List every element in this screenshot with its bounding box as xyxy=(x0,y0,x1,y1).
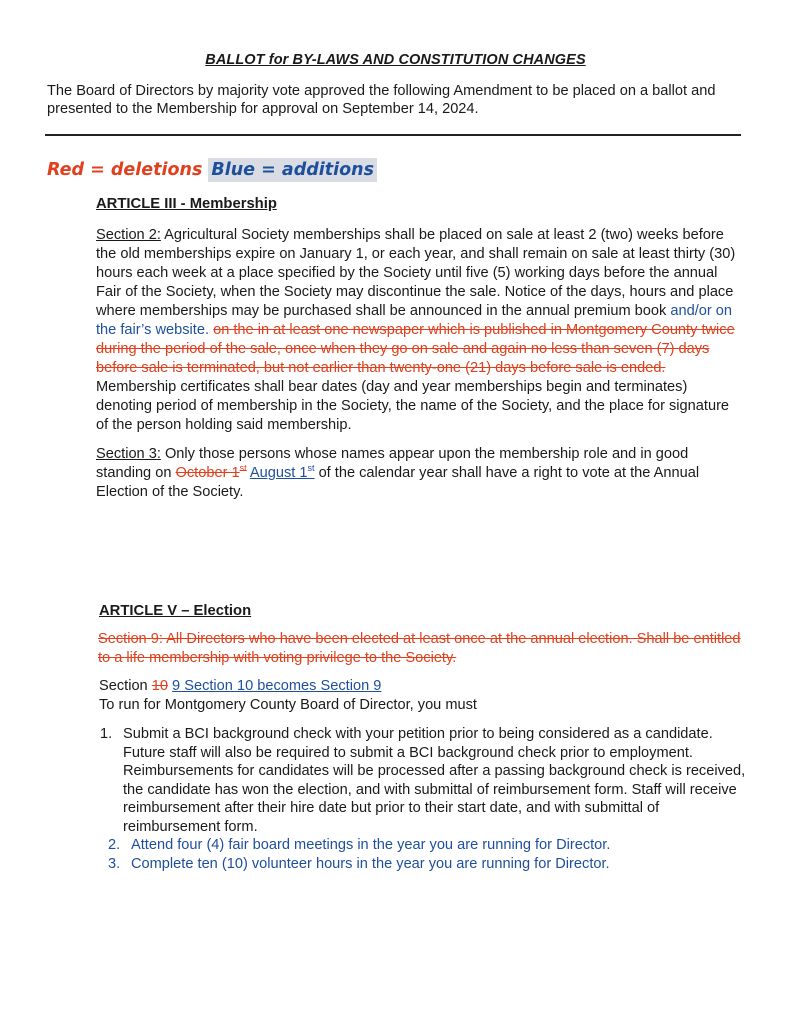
section-line-added: 9 Section 10 becomes Section 9 xyxy=(172,678,382,694)
section-2-deletion: on the in at least one newspaper which is published in Montgomery County twice during the period of the sale, once when they go on sale and again no less than seven (7) days before sale is terminated, but not earlier than twenty-one (21) days before sale is ended. xyxy=(96,322,735,376)
legend-deletions: Red = deletions xyxy=(47,160,203,180)
section-3-label: Section 3: xyxy=(96,446,161,462)
list-item xyxy=(108,836,756,855)
list-item-text: Attend four (4) fair board meetings in the year you are running for Director. xyxy=(131,837,611,853)
section-3-deleted-date xyxy=(176,465,247,481)
ballot-title: BALLOT for BY-LAWS AND CONSTITUTION CHANGES xyxy=(205,52,586,68)
list-item xyxy=(108,855,756,874)
article-3-heading: ARTICLE III - Membership xyxy=(96,196,277,212)
requirements-list xyxy=(100,725,748,873)
horizontal-divider xyxy=(45,134,741,136)
section-2-text-2: Membership certificates shall bear dates (day and year memberships begin and terminates) denoting period of membership in the Society, the name of the Society, and the place for signature of the person holding said membership. xyxy=(96,379,730,433)
intro-paragraph: The Board of Directors by majority vote approved the following Amendment to be placed on a ballot and presented to the Membership for approval on September 14, 2024. xyxy=(47,83,716,117)
section-2-addition: and/or on the fair’s website. xyxy=(96,303,733,338)
section-3-deleted-date-main: October 1 xyxy=(175,465,240,481)
section-3-added-date xyxy=(250,465,315,481)
article-5-section-line xyxy=(99,677,747,696)
section-2-text-1: Agricultural Society memberships shall be placed on sale at least 2 (two) weeks before the old memberships expire on January 1, or each year, and shall remain on sale at least thirty (30) hours each week at a place specified by the Society until five (5) working days before the annual Fair of the Society, when the Society may discontinue the sale. Notice of the days, hours and place where memberships may be purchased shall be announced in the annual premium book xyxy=(96,227,736,319)
list-item-number: 3. xyxy=(108,855,121,872)
deleted-section-9-text: Section 9: All Directors who have been elected at least once at the annual election. Shall be entitled to a life membership with voting privilege to the Society. xyxy=(98,631,741,666)
list-item-number: 1. xyxy=(100,726,113,742)
section-line-label: Section xyxy=(99,678,148,694)
color-legend xyxy=(47,156,377,184)
article-3-section-3 xyxy=(96,445,744,502)
legend-additions: Blue = additions xyxy=(208,158,377,182)
section-line-deleted-number: 10 xyxy=(151,678,168,694)
section-3-text-1: Only those persons whose names appear upon the membership role and in good standing on xyxy=(96,446,689,481)
list-item-text: Complete ten (10) volunteer hours in the year you are running for Director. xyxy=(131,855,610,872)
section-3-text-2: of the calendar year shall have a right to vote at the Annual Election of the Society. xyxy=(96,465,700,500)
run-intro: To run for Montgomery County Board of Director, you must xyxy=(99,697,477,713)
section-2-label: Section 2: xyxy=(96,227,161,243)
article-3-section-2 xyxy=(96,226,744,435)
article-5-deleted-section-9 xyxy=(98,630,746,668)
list-item xyxy=(100,725,748,836)
list-item-number: 2. xyxy=(108,837,121,853)
article-5-heading: ARTICLE V – Election xyxy=(99,603,252,619)
list-item-text: Submit a BCI background check with your petition prior to being considered as a candidate. Future staff will also be required to submit a BCI background check prior to employment. Reimbursements for candidates will be processed after a passing background check is received, the candidate has won the election, and with submittal of reimbursement form. Staff will receive reimbursement after their hire date but prior to their start date, and with submittal of reimbursement form. xyxy=(123,726,746,835)
section-3-added-date-sup: st xyxy=(307,463,315,474)
section-3-added-date-main: August 1 xyxy=(249,465,308,481)
section-3-deleted-date-sup: st xyxy=(239,463,247,474)
